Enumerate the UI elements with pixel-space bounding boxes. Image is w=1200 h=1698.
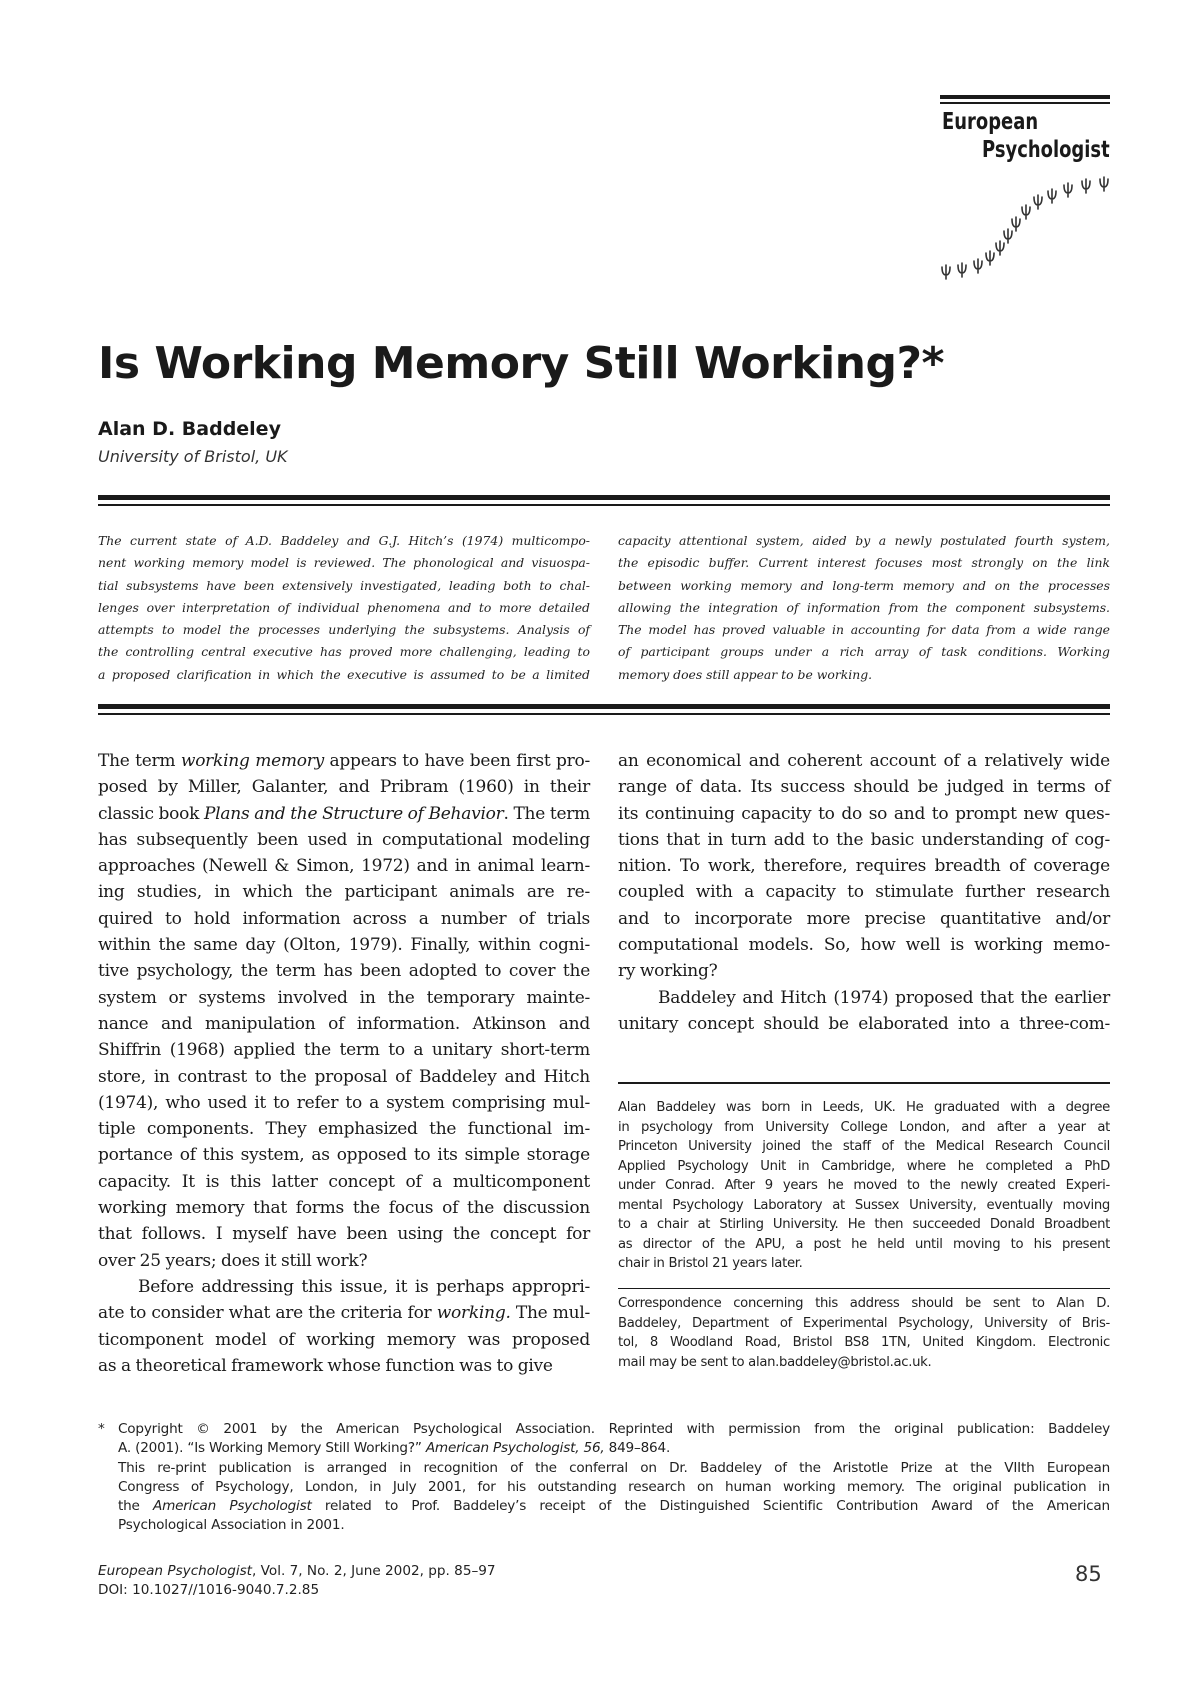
author-affiliation: University of Bristol, UK [98, 447, 288, 466]
correspondence-line: tol, 8 Woodland Road, Bristol BS8 1TN, United Kingdom. Electronic [618, 1335, 1110, 1350]
abstract-line: allowing the integration of information from the component subsystems. [618, 599, 1110, 615]
body-line: has subsequently been used in computational modeling [98, 829, 590, 850]
logo-rule-bottom [940, 102, 1110, 104]
article-title: Is Working Memory Still Working?* [98, 338, 945, 389]
body-line: nance and manipulation of information. Atkinson and [98, 1013, 590, 1034]
journal-logo [940, 95, 1110, 295]
citation-journal: European Psychologist [98, 1563, 253, 1579]
body-line: ry working? [618, 961, 718, 982]
logo-rule-top [940, 95, 1110, 99]
body-line: portance of this system, as opposed to its simple storage [98, 1145, 590, 1166]
body-line: Baddeley and Hitch (1974) proposed that the earlier [658, 987, 1110, 1008]
body-line: quired to hold information across a number of trials [98, 908, 590, 929]
body-line: and to incorporate more precise quantitative and/or [618, 908, 1110, 929]
body-left-column [98, 748, 590, 1379]
correspondence-line: Baddeley, Department of Experimental Psychology, University of Bris- [618, 1315, 1110, 1331]
body-line: Shiffrin (1968) applied the term to a unitary short-term [98, 1040, 590, 1061]
correspondence-line: Correspondence concerning this address should be sent to Alan D. [618, 1296, 1110, 1311]
abstract-rule-bottom-thin [98, 713, 1110, 715]
abstract-line: The model has proved valuable in accounting for data from a wide range [618, 622, 1110, 638]
body-line: system or systems involved in the temporary mainte- [98, 987, 590, 1008]
body-line: classic book Plans and the Structure of Behavior. The term [98, 803, 590, 824]
bio-line: mental Psychology Laboratory at Sussex University, eventually moving [618, 1197, 1110, 1213]
citation-doi: DOI: 10.1027//1016-9040.7.2.85 [98, 1582, 320, 1598]
abstract-line: memory does still appear to be working. [618, 666, 873, 682]
footnote-line: Copyright © 2001 by the American Psychological Association. Reprinted with permission from the original publication: Baddeley [118, 1421, 1110, 1437]
abstract-right-column [618, 530, 1110, 686]
correspondence-rule [618, 1288, 1110, 1289]
abstract-line: The current state of A.D. Baddeley and G.J. Hitch’s (1974) multicompo- [98, 533, 590, 548]
body-line: posed by Miller, Galanter, and Pribram (1960) in their [98, 777, 590, 798]
abstract-rule-top-thin [98, 504, 1110, 506]
author-name: Alan D. Baddeley [98, 418, 281, 440]
footnote-lines [118, 1420, 1110, 1536]
abstract-line: of participant groups under a rich array of task conditions. Working [618, 644, 1110, 660]
body-line: coupled with a capacity to stimulate further research [618, 882, 1110, 903]
body-line: approaches (Newell & Simon, 1972) and in animal learn- [98, 856, 590, 877]
footnote-mark: * [98, 1421, 105, 1437]
body-line: nition. To work, therefore, requires breadth of coverage [618, 856, 1110, 877]
citation [98, 1562, 496, 1600]
correspondence-line: mail may be sent to alan.baddeley@bristol.ac.uk. [618, 1354, 932, 1370]
bio-line: chair in Bristol 21 years later. [618, 1256, 803, 1271]
body-line: over 25 years; does it still work? [98, 1250, 368, 1271]
body-line: unitary concept should be elaborated into a three-com- [618, 1013, 1110, 1034]
body-line: tiple components. They emphasized the functional im- [98, 1119, 590, 1140]
body-line: tions that in turn add to the basic understanding of cog- [618, 829, 1110, 850]
bio-line: as director of the APU, a post he held until moving to his present [618, 1236, 1110, 1252]
abstract-rule-top-thick [98, 495, 1110, 500]
abstract-line: lenges over interpretation of individual phenomena and to more detailed [98, 599, 590, 615]
bio-line: under Conrad. After 9 years he moved to the newly created Experi- [618, 1178, 1110, 1193]
abstract-line: between working memory and long-term memory and on the processes [618, 577, 1110, 593]
abstract-rule-bottom-thick [98, 704, 1110, 709]
body-line: that follows. I myself have been using the concept for [98, 1224, 590, 1245]
body-line: ing studies, in which the participant animals are re- [98, 882, 590, 903]
footnote-line: Congress of Psychology, London, in July 2001, for his outstanding research on human working memory. The original publication in [118, 1478, 1110, 1495]
body-line: capacity. It is this latter concept of a multicomponent [98, 1171, 590, 1192]
bio-line: to a chair at Stirling University. He then succeeded Donald Broadbent [618, 1217, 1110, 1232]
bio-line: Princeton University joined the staff of the Medical Research Council [618, 1139, 1110, 1154]
author-bio [618, 1098, 1110, 1274]
abstract-line: the episodic buffer. Current interest focuses most strongly on the link [618, 555, 1110, 571]
abstract-left-column [98, 530, 590, 686]
body-right-column [618, 748, 1110, 1037]
body-line: Before addressing this issue, it is perhaps appropri- [138, 1276, 590, 1297]
body-line: its continuing capacity to do so and to prompt new ques- [618, 803, 1110, 824]
body-line: working memory that forms the focus of the discussion [98, 1198, 590, 1219]
body-line: an economical and coherent account of a relatively wide [618, 751, 1110, 771]
body-line: as a theoretical framework whose function was to give [98, 1355, 553, 1376]
abstract-line: capacity attentional system, aided by a newly postulated fourth system, [618, 533, 1110, 548]
bio-line: in psychology from University College London, and after a year at [618, 1119, 1110, 1135]
psi-staircase-icon [940, 167, 1110, 287]
body-line: The term working memory appears to have been first pro- [98, 751, 591, 771]
logo-text-line1: European [942, 109, 1039, 135]
abstract-line: tial subsystems have been extensively investigated, leading both to chal- [98, 577, 590, 593]
footnote-line: This re-print publication is arranged in recognition of the conferral on Dr. Baddeley of the Aristotle Prize at the VIIth European [118, 1459, 1110, 1476]
abstract-line: the controlling central executive has proved more challenging, leading to [98, 644, 590, 660]
bio-line: Applied Psychology Unit in Cambridge, where he completed a PhD [618, 1158, 1110, 1174]
footnote-line: the American Psychologist related to Prof. Baddeley’s receipt of the Distinguished Scientific Contribution Award of the American [118, 1498, 1110, 1515]
page-number: 85 [1075, 1562, 1102, 1586]
footnote-line: Psychological Association in 2001. [118, 1517, 345, 1534]
body-line: ticomponent model of working memory was proposed [98, 1329, 590, 1350]
bio-rule [618, 1082, 1110, 1084]
bio-line: Alan Baddeley was born in Leeds, UK. He graduated with a degree [618, 1100, 1110, 1115]
logo-text-line2: Psychologist [982, 137, 1110, 163]
copyright-footnote [98, 1420, 1110, 1536]
citation-line [98, 1562, 496, 1581]
correspondence-note [618, 1294, 1110, 1372]
abstract-line: nent working memory model is reviewed. The phonological and visuospa- [98, 555, 590, 571]
body-line: within the same day (Olton, 1979). Finally, within cogni- [98, 935, 590, 956]
abstract-line: attempts to model the processes underlying the subsystems. Analysis of [98, 622, 590, 638]
abstract-line: a proposed clarification in which the executive is assumed to be a limited [98, 666, 590, 682]
body-line: computational models. So, how well is working memo- [618, 935, 1110, 956]
body-line: tive psychology, the term has been adopted to cover the [98, 961, 590, 982]
citation-details: , Vol. 7, No. 2, June 2002, pp. 85–97 [252, 1563, 496, 1579]
body-line: (1974), who used it to refer to a system comprising mul- [98, 1092, 590, 1113]
body-line: store, in contrast to the proposal of Baddeley and Hitch [98, 1066, 590, 1087]
body-line: ate to consider what are the criteria for working. The mul- [98, 1303, 591, 1324]
footnote-line: A. (2001). “Is Working Memory Still Working?” American Psychologist, 56, 849–864. [118, 1440, 671, 1457]
body-line: range of data. Its success should be judged in terms of [618, 777, 1110, 798]
